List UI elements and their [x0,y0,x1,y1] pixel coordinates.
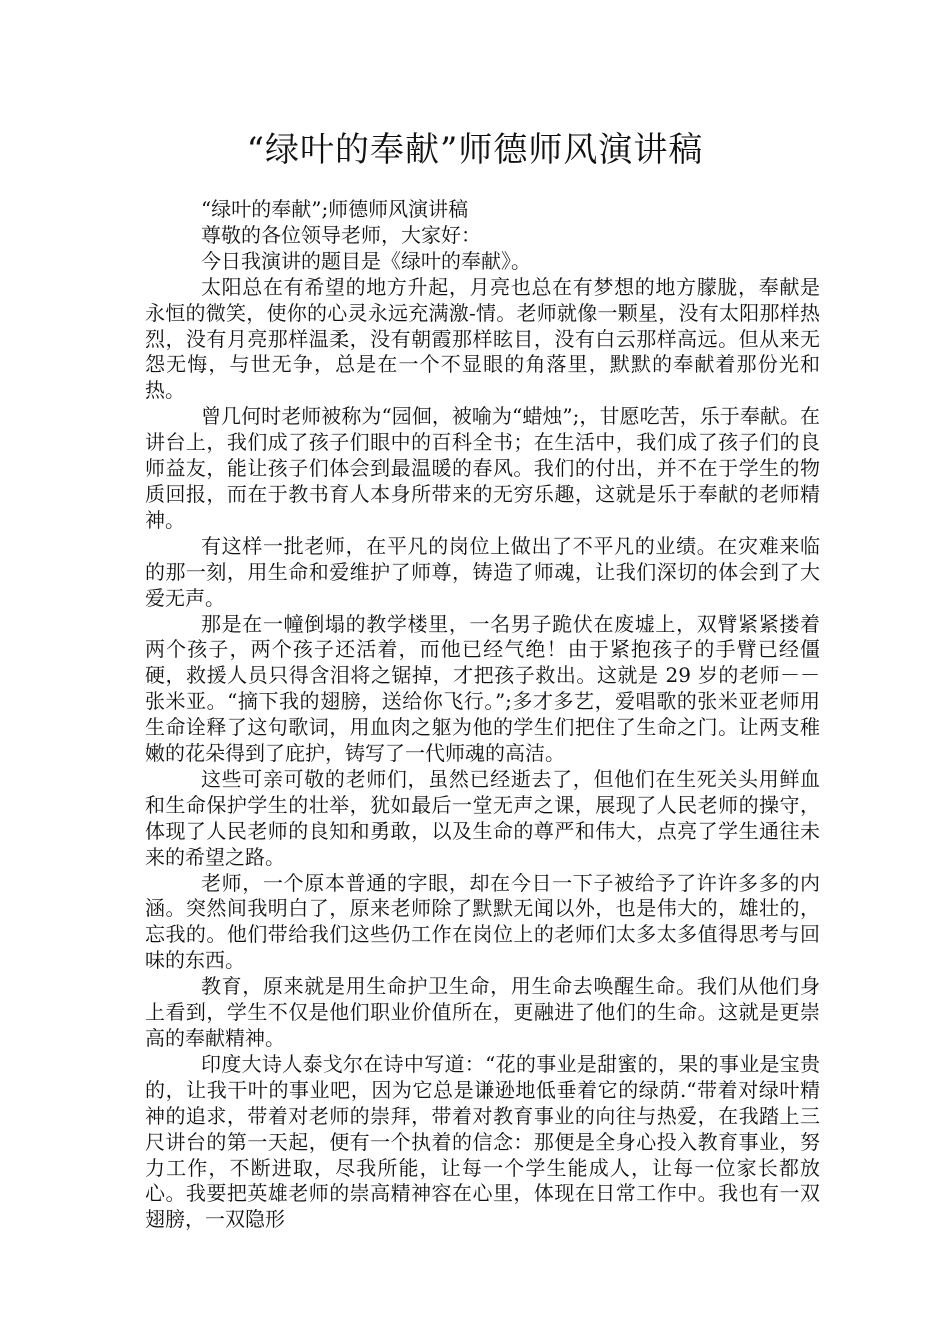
paragraph: 这些可亲可敬的老师们，虽然已经逝去了，但他们在生死关头用鲜血和生命保护学生的壮举，犹如最后一堂无声之课，展现了人民老师的操守，体现了人民老师的良知和勇敢，以及生命的尊严和伟大，点亮了学生通往未来的希望之路。 [145,766,820,869]
paragraph: 印度大诗人泰戈尔在诗中写道：“花的事业是甜蜜的，果的事业是宝贵的，让我干叶的事业吧，因为它总是谦逊地低垂着它的绿荫.“带着对绿叶精神的追求，带着对老师的崇拜，带着对教育事业的向往与热爱，在我踏上三尺讲台的第一天起，便有一个执着的信念：那便是全身心投入教育事业，努力工作，不断进取，尽我所能，让每一个学生能成人，让每一位家长都放心。我要把英雄老师的崇高精神容在心里，体现在日常工作中。我也有一双翅膀，一双隐形 [145,1051,820,1232]
paragraph-subtitle: “绿叶的奉献”;师德师风演讲稿 [201,197,469,221]
paragraph-topic: 今日我演讲的题目是《绿叶的奉献》。 [201,248,531,273]
document-body [145,197,820,1233]
paragraph: 老师，一个原本普通的字眼，却在今日一下子被给予了许许多多的内涵。突然间我明白了，原来老师除了默默无闻以外，也是伟大的，雄壮的，忘我的。他们带给我们这些仍工作在岗位上的老师们太多太多值得思考与回味的东西。 [145,870,820,973]
paragraph: 曾几何时老师被称为“园佪，被喻为“蜡烛”;，甘愿吃苦，乐于奉献。在讲台上，我们成了孩子们眼中的百科全书；在生活中，我们成了孩子们的良师益友，能让孩子们体会到最温暖的春风。我们的付出，并不在于学生的物质回报，而在于教书育人本身所带来的无穷乐趣，这就是乐于奉献的老师精神。 [145,404,820,532]
paragraph: 教育，原来就是用生命护卫生命，用生命去唤醒生命。我们从他们身上看到，学生不仅是他们职业价值所在，更融进了他们的生命。这就是更崇高的奉献精神。 [145,974,820,1050]
paragraph: 太阳总在有希望的地方升起，月亮也总在有梦想的地方朦胧，奉献是永恒的微笑，使你的心灵永远充满激-情。老师就像一颗星，没有太阳那样热烈，没有月亮那样温柔，没有朝霞那样眩目，没有白云那样高远。但从来无怨无悔，与世无争，总是在一个不显眼的角落里，默默的奉献着那份光和热。 [145,274,820,403]
paragraph-greeting: 尊敬的各位领导老师，大家好： [201,222,481,247]
paragraph: 有这样一批老师，在平凡的岗位上做出了不平凡的业绩。在灾难来临的那一刻，用生命和爱维护了师尊，铸造了师魂，让我们深切的体会到了大爱无声。 [145,533,820,610]
paragraph: 那是在一幢倒塌的教学楼里，一名男子跪伏在废墟上，双臂紧紧搂着两个孩子，两个孩子还活着，而他已经气绝！由于紧抱孩子的手臂已经僵硬，救援人员只得含泪将之锯掉，才把孩子救出。这就是 29 岁的老师－－张米亚。“摘下我的翅膀，送给你飞行。”;多才多艺，爱唱歌的张米亚老师用生命诠释了这句歌词，用血肉之躯为他的学生们把住了生命之门。让两支稚嫩的花朵得到了庇护，铸写了一代师魂的高洁。 [145,611,820,766]
document-title: “绿叶的奉献”师德师风演讲稿 [246,130,704,170]
